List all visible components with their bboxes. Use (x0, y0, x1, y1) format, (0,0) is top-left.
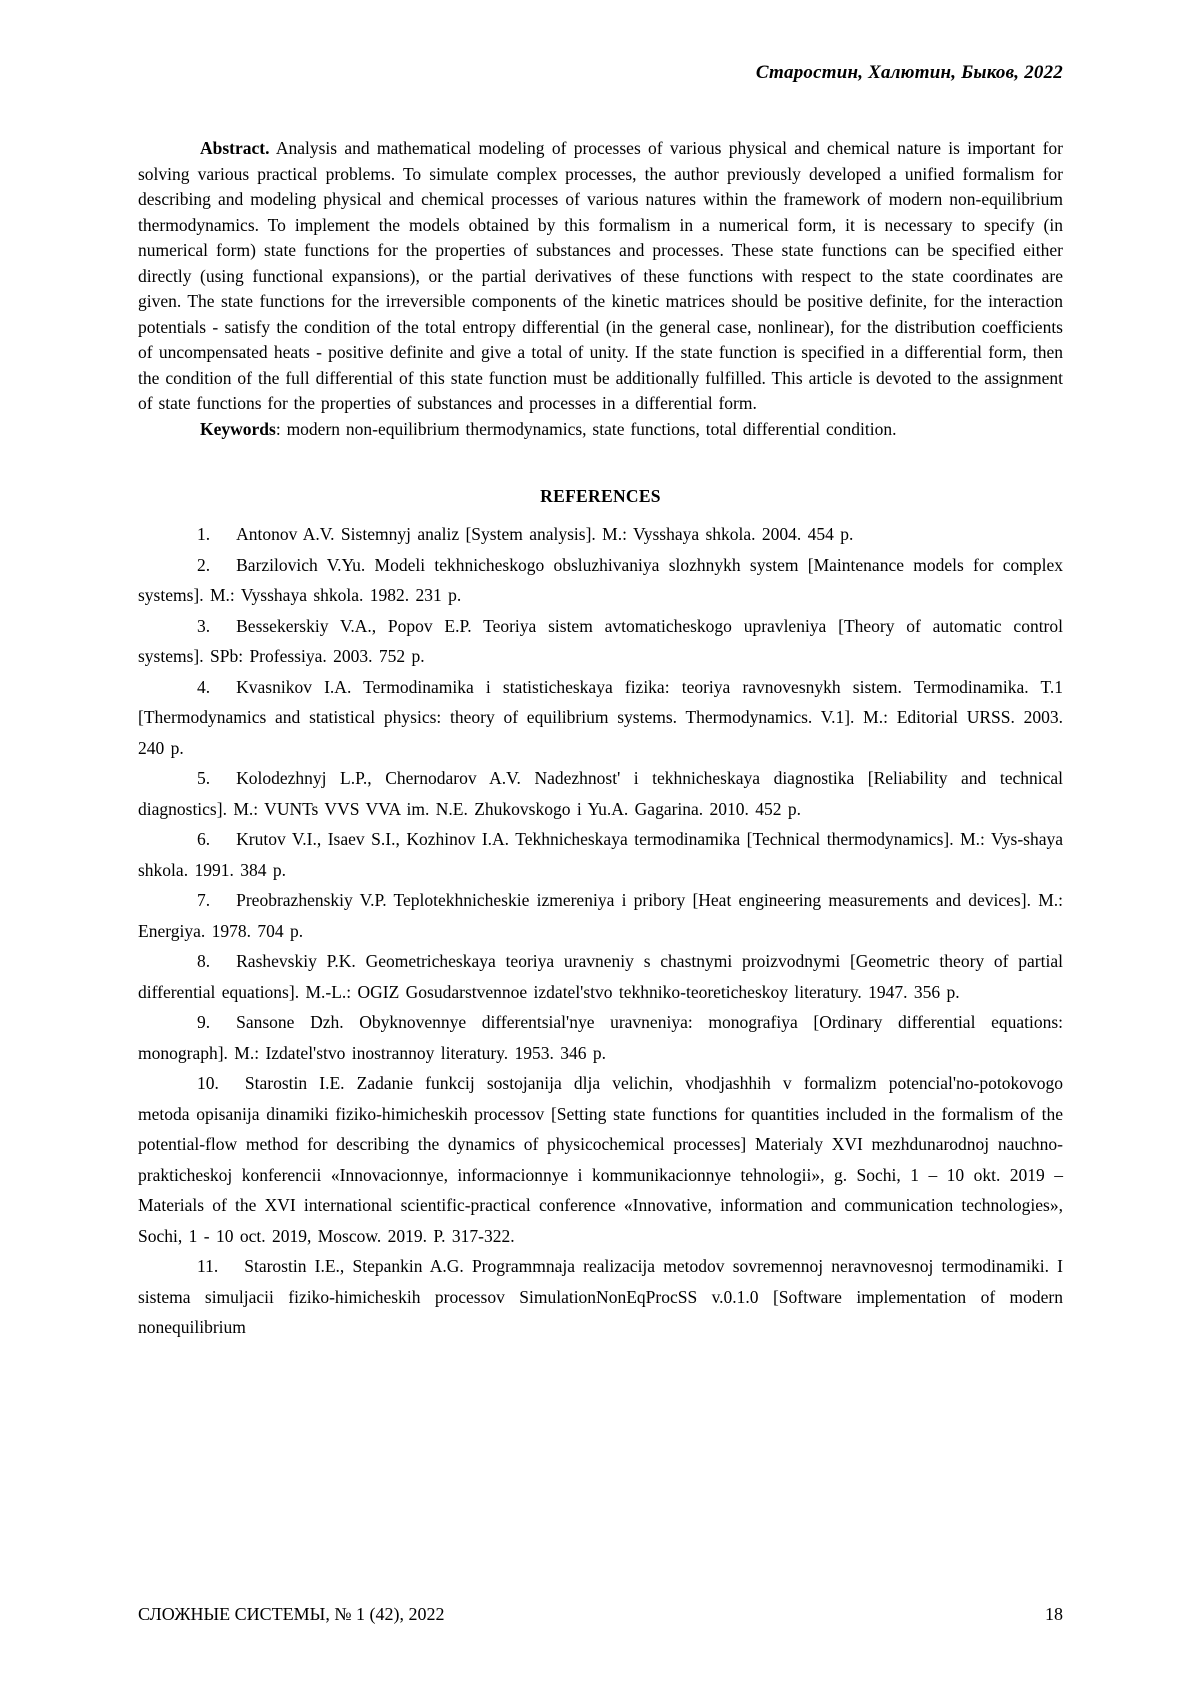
reference-item-9 (138, 1007, 1063, 1068)
reference-item-1 (138, 519, 1063, 550)
reference-number: 4. (197, 676, 211, 697)
reference-text: Kvasnikov I.A. Termodinamika i statisticheskaya fizika: teoriya ravnovesnykh sistem. Termodinamika. T.1 [Thermodynamics and statistical physics: theory of equilibrium systems. Thermodynamics. V.1]. M.: Editorial URSS. 2003. 240 p. (138, 676, 1063, 758)
reference-number: 10. (197, 1073, 219, 1093)
keywords-paragraph (138, 417, 1063, 443)
reference-text: Starostin I.E. Zadanie funkcij sostojanija dlja velichin, vhodjashhih v formalizm potencial'no-potokovogo metoda opisanija dinamiki fiziko-himicheskih processov [Setting state functions for quantities included in the formalism of the potential-flow method for describing the dynamics of physicochemical processes] Materialy XVI mezhdunarodnoj nauchno-prakticheskoj konferencii «Innovacionnye, informacionnye i kommunikacionnye tehnologii», g. Sochi, 1 – 10 okt. 2019 – Materials of the XVI international scientific-practical conference «Innovative, information and communication technologies», Sochi, 1 - 10 oct. 2019, Moscow. 2019. P. 317-322. (138, 1073, 1063, 1246)
reference-item-4 (138, 672, 1063, 764)
page-footer (138, 1602, 1063, 1626)
references-list (138, 519, 1063, 1343)
reference-number: 6. (197, 829, 211, 849)
references-heading: REFERENCES (540, 486, 661, 506)
abstract-label: Abstract. (200, 138, 270, 158)
reference-text: Antonov A.V. Sistemnyj analiz [System analysis]. M.: Vysshaya shkola. 2004. 454 p. (236, 524, 854, 544)
page-content (138, 60, 1063, 1343)
reference-text: Rashevskiy P.K. Geometricheskaya teoriya uravneniy s chastnymi proizvodnymi [Geometric theory of partial differential equations]. M.-L.: OGIZ Gosudarstvennoe izdatel'stvo tekhniko-teoreticheskoy literatury. 1947. 356 p. (138, 951, 1063, 1002)
reference-number: 3. (197, 615, 211, 636)
reference-number: 9. (197, 1012, 211, 1032)
reference-number: 5. (197, 768, 211, 788)
reference-item-6 (138, 824, 1063, 885)
reference-text: Preobrazhenskiy V.P. Teplotekhnicheskie izmereniya i pribory [Heat engineering measurements and devices]. M.: Energiya. 1978. 704 p. (138, 890, 1063, 941)
reference-number: 11. (197, 1256, 219, 1276)
reference-item-8 (138, 946, 1063, 1007)
running-head-authors-year: Старостин, Халютин, Быков, 2022 (755, 62, 1063, 83)
abstract-text: Analysis and mathematical modeling of processes of various physical and chemical nature is important for solving various practical problems. To simulate complex processes, the author previously developed a unified formalism for describing and modeling physical and chemical processes of various natures within the framework of modern non-equilibrium thermodynamics. To implement the models obtained by this formalism in a numerical form, it is necessary to specify (in numerical form) state functions for the properties of substances and processes. These state functions can be specified either directly (using functional expansions), or the partial derivatives of these functions with respect to the state coordinates are given. The state functions for the irreversible components of the kinetic matrices should be positive definite, for the interaction potentials - satisfy the condition of the total entropy differential (in the general case, nonlinear), for the distribution coefficients of uncompensated heats - positive definite and give a total of unity. If the state function is specified in a differential form, then the condition of the full differential of this state function must be additionally fulfilled. This article is devoted to the assignment of state functions for the properties of substances and processes in a differential form. (138, 138, 1063, 413)
reference-text: Bessekerskiy V.A., Popov E.P. Teoriya sistem avtomaticheskogo upravleniya [Theory of automatic control systems]. SPb: Professiya. 2003. 752 p. (138, 615, 1063, 666)
keywords-text: : modern non-equilibrium thermodynamics, state functions, total differential condition. (275, 418, 897, 439)
keywords-label: Keywords (200, 418, 276, 439)
footer-page-number: 18 (1045, 1604, 1063, 1624)
reference-item-2 (138, 550, 1063, 611)
reference-text: Barzilovich V.Yu. Modeli tekhnicheskogo obsluzhivaniya slozhnykh system [Maintenance models for complex systems]. M.: Vysshaya shkola. 1982. 231 p. (138, 554, 1063, 605)
reference-item-10 (138, 1068, 1063, 1251)
reference-number: 7. (197, 890, 211, 910)
reference-text: Kolodezhnyj L.P., Chernodarov A.V. Nadezhnost' i tekhnicheskaya diagnostika [Reliability and technical diagnostics]. M.: VUNTs VVS VVA im. N.E. Zhukovskogo i Yu.A. Gagarina. 2010. 452 p. (138, 768, 1063, 819)
reference-item-3 (138, 611, 1063, 672)
reference-number: 1. (197, 524, 211, 544)
reference-number: 2. (197, 554, 211, 575)
reference-text: Krutov V.I., Isaev S.I., Kozhinov I.A. Tekhnicheskaya termodinamika [Technical thermodynamics]. M.: Vys-shaya shkola. 1991. 384 p. (138, 829, 1063, 880)
reference-number: 8. (197, 951, 211, 971)
abstract-paragraph (138, 136, 1063, 417)
running-head (138, 60, 1063, 86)
footer-journal-title: СЛОЖНЫЕ СИСТЕМЫ, № 1 (42), 2022 (138, 1604, 445, 1624)
reference-item-11 (138, 1251, 1063, 1343)
reference-text: Sansone Dzh. Obyknovennye differentsial'nye uravneniya: monografiya [Ordinary differential equations: monograph]. M.: Izdatel'stvo inostrannoy literatury. 1953. 346 p. (138, 1012, 1063, 1063)
reference-text: Starostin I.E., Stepankin A.G. Programmnaja realizacija metodov sovremennoj neravnovesnoj termodinamiki. I sistema simuljacii fiziko-himicheskih processov SimulationNonEqProcSS v.0.1.0 [Software implementation of modern nonequilibrium (138, 1256, 1063, 1337)
reference-item-7 (138, 885, 1063, 946)
reference-item-5 (138, 763, 1063, 824)
